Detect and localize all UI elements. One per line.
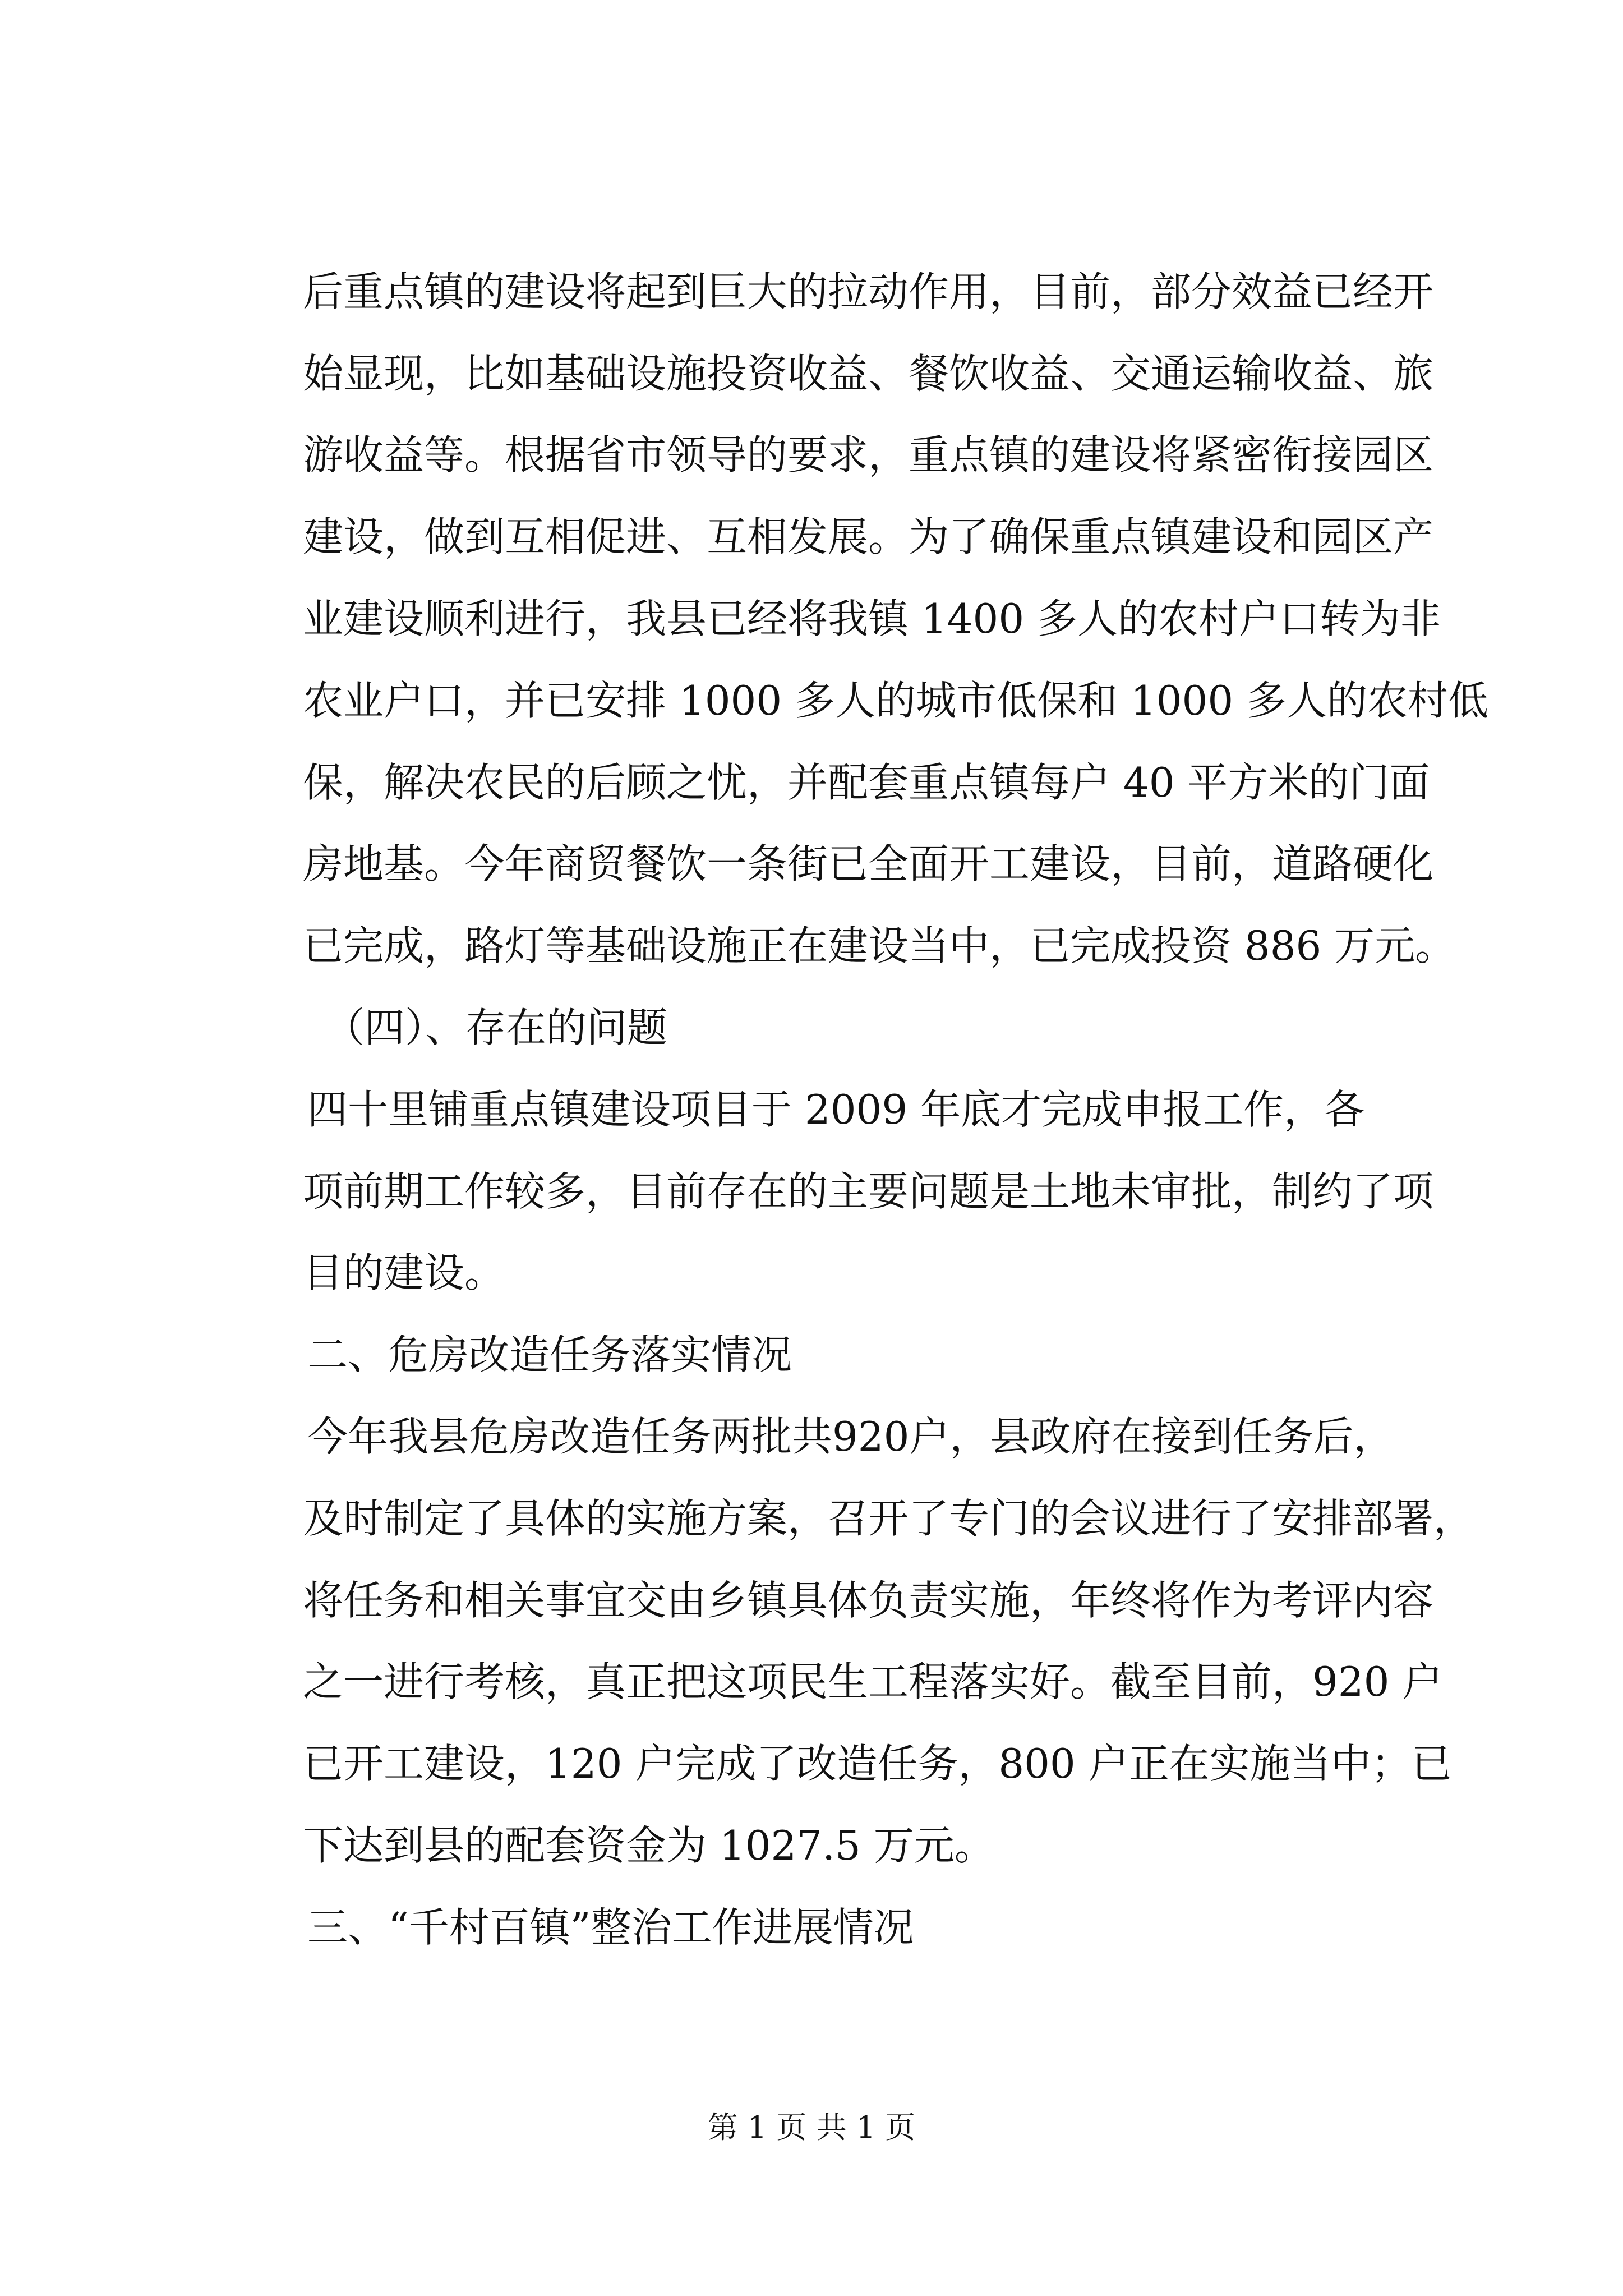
paragraph-line-10: 四十里铺重点镇建设项目于 2009 年底才完成申报工作，各 — [307, 1086, 1365, 1133]
paragraph-line-1: 后重点镇的建设将起到巨大的拉动作用，目前，部分效益已经开 — [303, 268, 1434, 315]
paragraph-line-7: 保，解决农民的后顾之忧，并配套重点镇每户 40 平方米的门面 — [303, 759, 1430, 806]
paragraph-line-11: 项前期工作较多，目前存在的主要问题是土地未审批，制约了项 — [303, 1168, 1434, 1215]
section-heading-two: 二、危房改造任务落实情况 — [307, 1331, 792, 1378]
paragraph-line-2: 始显现，比如基础设施投资收益、餐饮收益、交通运输收益、旅 — [303, 350, 1434, 397]
paragraph-line-17: 已开工建设，120 户完成了改造任务，800 户正在实施当中；已 — [303, 1740, 1452, 1787]
paragraph-line-15: 将任务和相关事宜交由乡镇具体负责实施，年终将作为考评内容 — [303, 1577, 1434, 1624]
page-footer: 第 1 页 共 1 页 — [707, 2110, 916, 2145]
paragraph-line-6: 农业户口，并已安排 1000 多人的城市低保和 1000 多人的农村低 — [303, 677, 1489, 724]
section-heading-four: （四）、存在的问题 — [324, 1004, 668, 1051]
paragraph-line-16: 之一进行考核，真正把这项民生工程落实好。截至目前，920 户 — [303, 1658, 1443, 1705]
section-heading-three: 三、“千村百镇”整治工作进展情况 — [307, 1904, 914, 1951]
paragraph-line-4: 建设，做到互相促进、互相发展。为了确保重点镇建设和园区产 — [303, 513, 1434, 560]
paragraph-line-8: 房地基。今年商贸餐饮一条街已全面开工建设，目前，道路硬化 — [303, 840, 1434, 887]
paragraph-line-18: 下达到县的配套资金为 1027.5 万元。 — [303, 1822, 995, 1869]
paragraph-line-12: 目的建设。 — [303, 1249, 505, 1296]
paragraph-line-9: 已完成，路灯等基础设施正在建设当中，已完成投资 886 万元。 — [303, 922, 1456, 969]
paragraph-line-5: 业建设顺利进行，我县已经将我镇 1400 多人的农村户口转为非 — [303, 595, 1441, 642]
paragraph-line-14: 及时制定了具体的实施方案，召开了专门的会议进行了安排部署， — [303, 1495, 1474, 1542]
paragraph-line-13: 今年我县危房改造任务两批共920户，县政府在接到任务后， — [307, 1413, 1394, 1460]
paragraph-line-3: 游收益等。根据省市领导的要求，重点镇的建设将紧密衔接园区 — [303, 431, 1434, 478]
